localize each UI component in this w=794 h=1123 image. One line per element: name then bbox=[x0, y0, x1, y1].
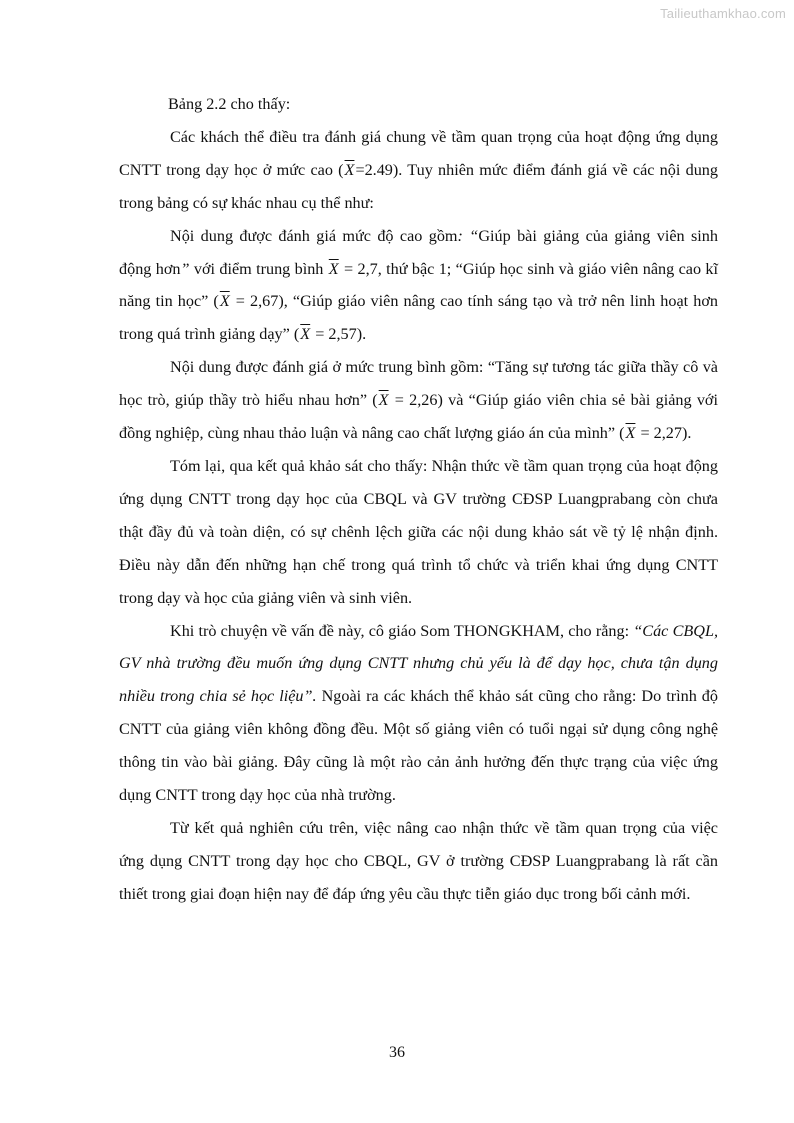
paragraph-table-intro: Bảng 2.2 cho thấy: bbox=[168, 95, 291, 113]
paragraph-overall-rating: Các khách thể điều tra đánh giá chung về tầm quan trọng của hoạt động ứng dụng CNTT trong dạy học ở mức cao $(\overline{X}=2.49)$. Tuy nhiên mức điểm đánh giá về các nội dung trong bảng có sự khác nhau cụ thể như: bbox=[119, 127, 718, 212]
paragraph-high-level: Nội dung được đánh giá mức độ cao gồm: “Giúp bài giảng của giảng viên sinh động hơn” với điểm trung bình $\overline{X} = 2,7$, thứ bậc 1; “Giúp học sinh và giáo viên nâng cao kĩ năng tin học” $(\overline{X} = 2,67)$, “Giúp giáo viên nâng cao tính sáng tạo và trở nên linh hoạt hơn trong quá trình giảng dạy” $(\overline{X} = 2,57)$. bbox=[119, 226, 718, 344]
mean-symbol: $\overline{X}$ bbox=[625, 424, 636, 443]
mean-symbol: $\overline{X}$ bbox=[300, 325, 311, 344]
interview-quote: “Các CBQL, GV nhà trường đều muốn ứng dụng CNTT nhưng chủ yếu là để dạy học, chưa tận dụng nhiều trong chia sẻ học liệu”. bbox=[119, 621, 718, 706]
paragraph-medium-level: Nội dung được đánh giá ở mức trung bình gồm: “Tăng sự tương tác giữa thầy cô và học trò, giúp thầy trò hiểu nhau hơn” $(\overline{X} = 2,26)$ và “Giúp giáo viên chia sẻ bài giảng với đồng nghiệp, cùng nhau thảo luận và nâng cao chất lượng giáo án của mình” $(\overline{X} = 2,27)$. bbox=[119, 358, 718, 443]
mean-symbol: $\overline{X}$ bbox=[378, 391, 389, 410]
page-number: 36 bbox=[389, 1044, 405, 1061]
mean-symbol: $\overline{X}$ bbox=[219, 292, 230, 311]
mean-symbol: $\overline{X}$ bbox=[328, 259, 339, 278]
mean-symbol: $\overline{X}$ bbox=[344, 160, 355, 179]
paragraph-interview: Khi trò chuyện về vấn đề này, cô giáo Som THONGKHAM, cho rằng: “Các CBQL, GV nhà trường đều muốn ứng dụng CNTT nhưng chủ yếu là để dạy học, chưa tận dụng nhiều trong chia sẻ học liệu”. Ngoài ra các khách thể khảo sát cũng cho rằng: Do trình độ CNTT của giảng viên không đồng đều. Một số giảng viên có tuổi ngại sử dụng công nghệ thông tin vào bài giảng. Đây cũng là một rào cản ảnh hưởng đến thực trạng của việc ứng dụng CNTT trong dạy học của nhà trường. bbox=[119, 621, 718, 805]
document-body bbox=[119, 88, 718, 911]
paragraph-summary: Tóm lại, qua kết quả khảo sát cho thấy: Nhận thức về tầm quan trọng của hoạt động ứng dụng CNTT trong dạy học của CBQL và GV trường CĐSP Luangprabang còn chưa thật đầy đủ và toàn diện, có sự chênh lệch giữa các nội dung khảo sát về tỷ lệ nhận định. Điều này dẫn đến những hạn chế trong quá trình tổ chức và triển khai ứng dụng CNTT trong dạy và học của giảng viên và sinh viên. bbox=[119, 456, 718, 607]
paragraph-conclusion: Từ kết quả nghiên cứu trên, việc nâng cao nhận thức về tầm quan trọng của việc ứng dụng CNTT trong dạy học cho CBQL, GV ở trường CĐSP Luangprabang là rất cần thiết trong giai đoạn hiện nay để đáp ứng yêu cầu thực tiễn giáo dục trong bối cảnh mới. bbox=[119, 818, 718, 903]
watermark: Tailieuthamkhao.com bbox=[660, 6, 786, 21]
